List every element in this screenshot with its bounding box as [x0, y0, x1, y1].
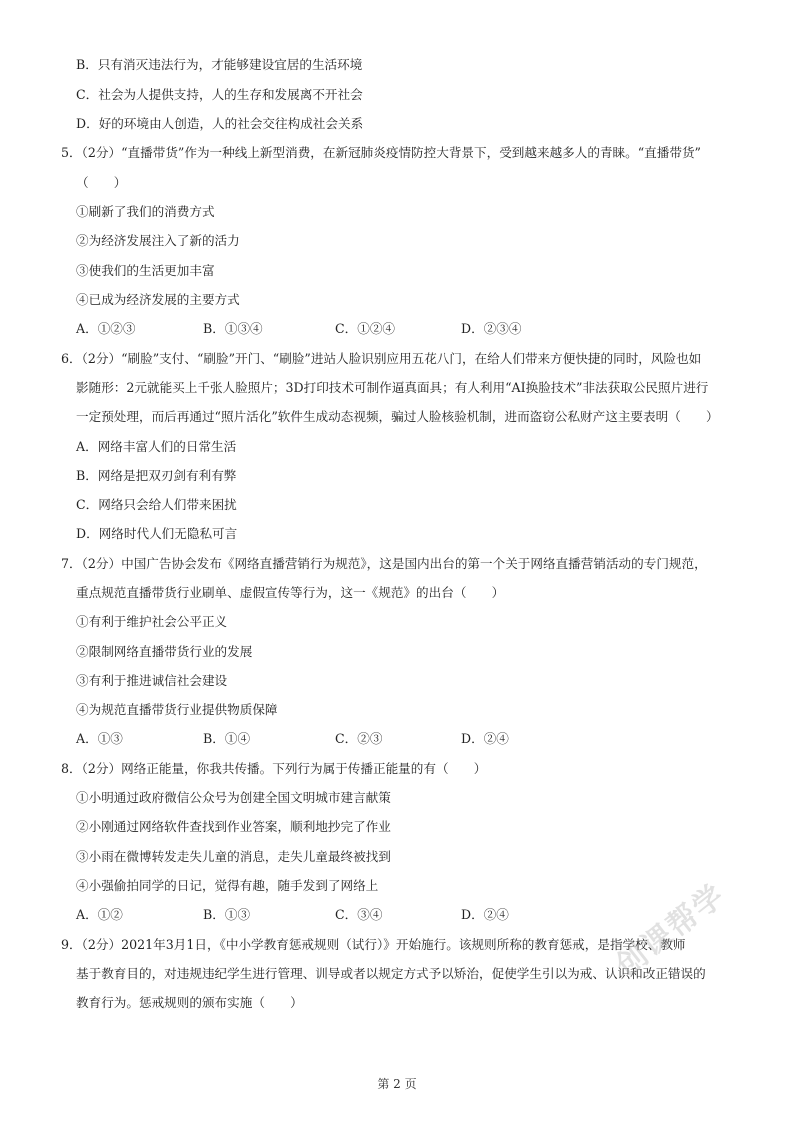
- q7-option-a: A．①③: [76, 731, 123, 746]
- q8-option-a: A．①②: [76, 907, 123, 922]
- q8-options: [76, 907, 736, 923]
- q8-option-c: C．③④: [335, 907, 383, 922]
- q5-options: [76, 321, 736, 337]
- q5-option-d: D．②③④: [461, 321, 522, 336]
- q7-statement-1: ①有利于维护社会公平正义: [76, 614, 228, 629]
- q5-statement-4: ④已成为经济发展的主要方式: [76, 292, 240, 307]
- q6-option-c: C．网络只会给人们带来困扰: [76, 497, 237, 512]
- q8-stem-line1: 8．（2分）网络正能量，你我共传播。下列行为属于传播正能量的有（ ）: [61, 761, 487, 776]
- q4-option-d: D．好的环境由人创造，人的社会交往构成社会关系: [76, 116, 364, 131]
- q5-statement-1: ①刷新了我们的消费方式: [76, 204, 215, 219]
- q7-statement-3: ③有利于推进诚信社会建设: [76, 673, 228, 688]
- watermark-logo: 创课帮学: [609, 877, 733, 984]
- q6-option-b: B．网络是把双刃剑有利有弊: [76, 468, 237, 483]
- q8-statement-4: ④小强偷拍同学的日记，觉得有趣，随手发到了网络上: [76, 878, 379, 893]
- q6-stem-line1: 6．（2分）“刷脸”支付、“刷脸”开门、“刷脸”进站人脸识别应用五花八门，在给人们带来方便快捷的同时，风险也如: [61, 351, 702, 366]
- q7-statement-4: ④为规范直播带货行业提供物质保障: [76, 702, 278, 717]
- q7-statement-2: ②限制网络直播带货行业的发展: [76, 644, 253, 659]
- q9-stem-line1: 9．（2分）2021年3月1日，《中小学教育惩戒规则（试行）》开始施行。该规则所称的教育惩戒，是指学校、教师: [61, 937, 686, 952]
- q5-option-a: A．①②③: [76, 321, 136, 336]
- page-number: 第 2 页: [377, 1077, 417, 1091]
- q6-stem-line3: 一定预处理，而后再通过“照片活化”软件生成动态视频，骗过人脸核验机制，进而盗窃公私财产这主要表明（ ）: [76, 409, 719, 424]
- q4-option-b: B．只有消灭违法行为，才能够建设宜居的生活环境: [76, 57, 363, 72]
- q6-option-d: D．网络时代人们无隐私可言: [76, 526, 238, 541]
- q7-options: [76, 731, 736, 747]
- q9-stem-line3: 教育行为。惩戒规则的颁布实施（ ）: [76, 995, 303, 1010]
- q7-stem-line2: 重点规范直播带货行业刷单、虚假宣传等行为，这一《规范》的出台（ ）: [76, 585, 505, 600]
- q7-option-b: B．①④: [203, 731, 251, 746]
- q5-option-b: B．①③④: [203, 321, 263, 336]
- q7-option-c: C．②③: [335, 731, 383, 746]
- q5-option-c: C．①②④: [335, 321, 396, 336]
- q8-option-d: D．②④: [461, 907, 509, 922]
- q7-stem-line1: 7．（2分）中国广告协会发布《网络直播营销行为规范》，这是国内出台的第一个关于网络直播营销活动的专门规范，: [61, 556, 707, 571]
- q8-statement-1: ①小明通过政府微信公众号为创建全国文明城市建言献策: [76, 790, 391, 805]
- q8-statement-3: ③小雨在微博转发走失儿童的消息，走失儿童最终被找到: [76, 849, 391, 864]
- q4-option-c: C．社会为人提供支持，人的生存和发展离不开社会: [76, 87, 363, 102]
- q5-statement-3: ③使我们的生活更加丰富: [76, 263, 215, 278]
- q8-statement-2: ②小刚通过网络软件查找到作业答案，顺利地抄完了作业: [76, 819, 391, 834]
- q7-option-d: D．②④: [461, 731, 509, 746]
- q5-stem-line1: 5．（2分）“直播带货”作为一种线上新型消费，在新冠肺炎疫情防控大背景下，受到越来越多人的青睐。“直播带货”: [61, 145, 701, 160]
- q5-stem-line2: （ ）: [76, 175, 127, 190]
- q6-option-a: A．网络丰富人们的日常生活: [76, 439, 237, 454]
- q8-option-b: B．①③: [203, 907, 251, 922]
- q6-stem-line2: 影随形：2元就能买上千张人脸照片；3D打印技术可制作逼真面具；有人利用“AI换脸技术”非法获取公民照片进行: [76, 380, 709, 395]
- q9-stem-line2: 基于教育目的，对违规违纪学生进行管理、训导或者以规定方式予以矫治，促使学生引以为戒、认识和改正错误的: [76, 966, 706, 981]
- q5-statement-2: ②为经济发展注入了新的活力: [76, 233, 240, 248]
